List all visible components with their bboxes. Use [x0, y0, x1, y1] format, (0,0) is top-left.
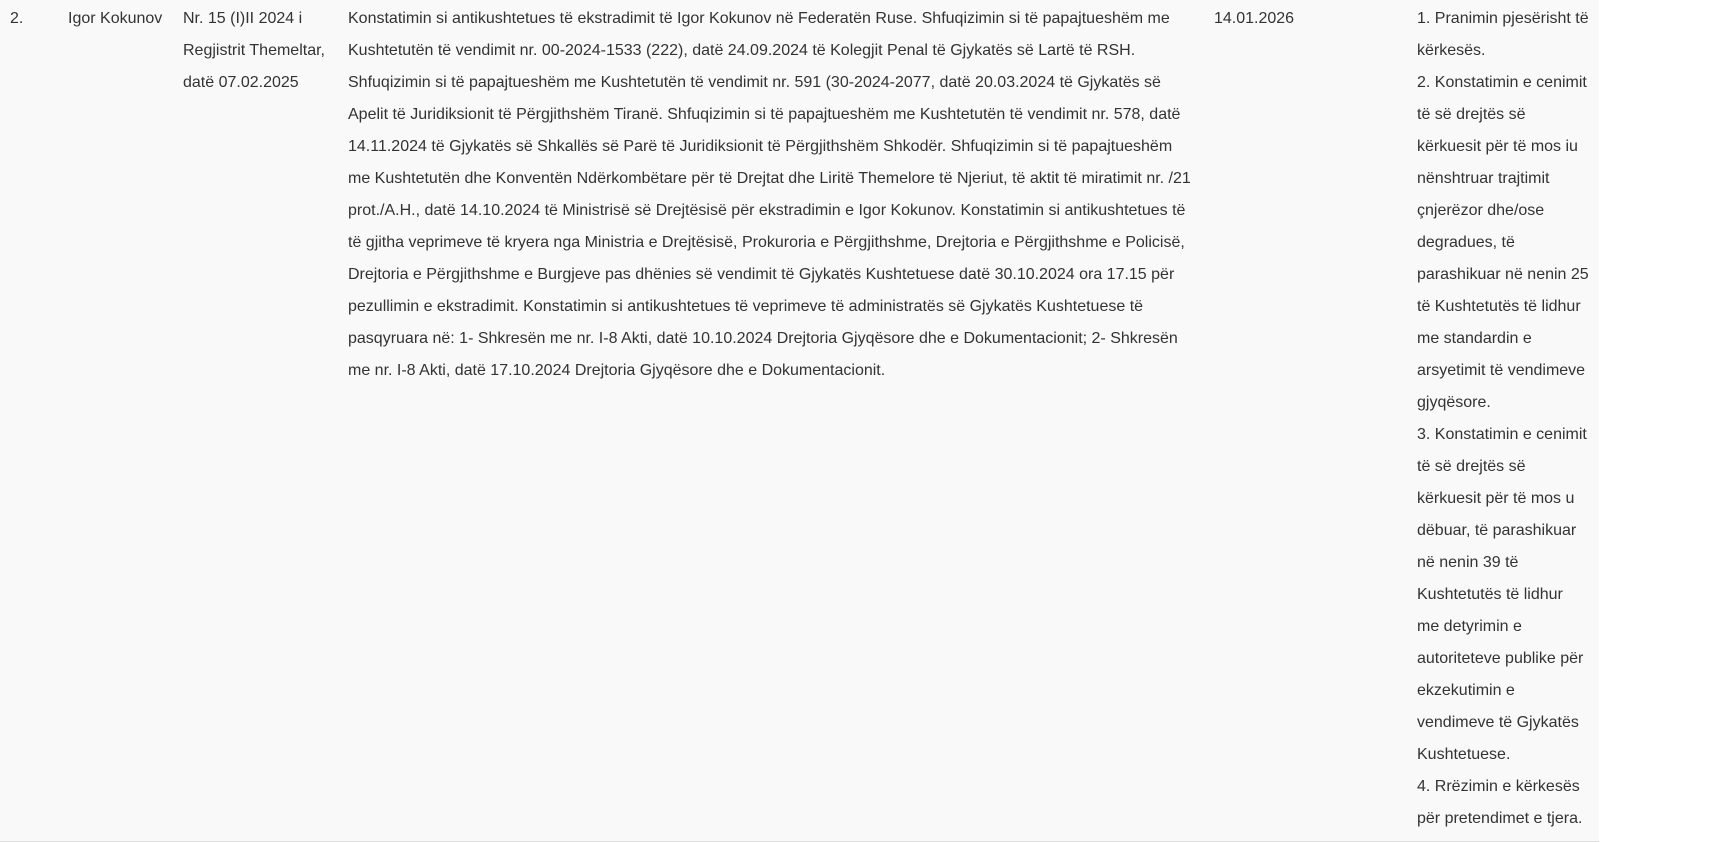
- request-text: Konstatimin si antikushtetues të ekstradimit të Igor Kokunov në Federatën Ruse. Shfuqizimin si të papajtueshëm me Kushtetutën të vendimit nr. 00-2024-1533 (222), datë 24.09.2024 të Kolegjit Penal të Gjykatës së Lartë të RSH. Shfuqizimin si të papajtueshëm me Kushtetutën të vendimit nr. 591 (30-2024-2077, datë 20.03.2024 të Gjykatës së Apelit të Juridiksionit të Përgjithshëm Tiranë. Shfuqizimin si të papajtueshëm me Kushtetutën të vendimit nr. 578, datë 14.11.2024 të Gjykatës së Shkallës së Parë të Juridiksionit të Përgjithshëm Shkodër. Shfuqizimin si të papajtueshëm me Kushtetutën dhe Konventën Ndërkombëtare për të Drejtat dhe Liritë Themelore të Njeriut, të aktit të miratimit nr. /21 prot./A.H., datë 14.10.2024 të Ministrisë së Drejtësisë për ekstradimin e Igor Kokunov. Konstatimin si antikushtetues të të gjitha veprimeve të kryera nga Ministria e Drejtësisë, Prokuroria e Përgjithshme, Drejtoria e Përgjithshme e Policisë, Drejtoria e Përgjithshme e Burgjeve pas dhënies së vendimit të Gjykatës Kushtetuese datë 30.10.2024 ora 17.15 për pezullimin e ekstradimit. Konstatimin si antikushtetues të veprimeve të administratës së Gjykatës Kushtetuese të pasqyruara në: 1- Shkresën me nr. I-8 Akti, datë 10.10.2024 Drejtoria Gjyqësore dhe e Dokumentacionit; 2- Shkresën me nr. I-8 Akti, datë 17.10.2024 Drejtoria Gjyqësore dhe e Dokumentacionit.: [338, 0, 1204, 842]
- applicant-name: Igor Kokunov: [58, 0, 173, 842]
- hearing-date: 14.01.2026: [1204, 0, 1407, 842]
- case-reference: Nr. 15 (I)II 2024 i Regjistrit Themeltar, datë 07.02.2025: [173, 0, 338, 842]
- decision-cell: [1407, 0, 1599, 842]
- decision-item: 3. Konstatimin e cenimit të së drejtës së kërkuesit për të mos u dëbuar, të parashikuar në nenin 39 të Kushtetutës të lidhur me detyrimin e autoriteteve publike për ekzekutimin e vendimeve të Gjykatës Kushtetuese.: [1417, 426, 1587, 763]
- decision-item: 4. Rrëzimin e kërkesës për pretendimet e tjera.: [1417, 778, 1583, 827]
- decision-item: 2. Konstatimin e cenimit të së drejtës së kërkuesit për të mos iu nënshtruar trajtimit çnjerëzor dhe/ose degradues, të parashikuar në nenin 25 të Kushtetutës të lidhur me standardin e arsyetimit të vendimeve gjyqësore.: [1417, 74, 1589, 411]
- empty-cell: [1599, 0, 1719, 842]
- row-number: 2.: [0, 0, 58, 842]
- decision-item: 1. Pranimin pjesërisht të kërkesës.: [1417, 10, 1589, 59]
